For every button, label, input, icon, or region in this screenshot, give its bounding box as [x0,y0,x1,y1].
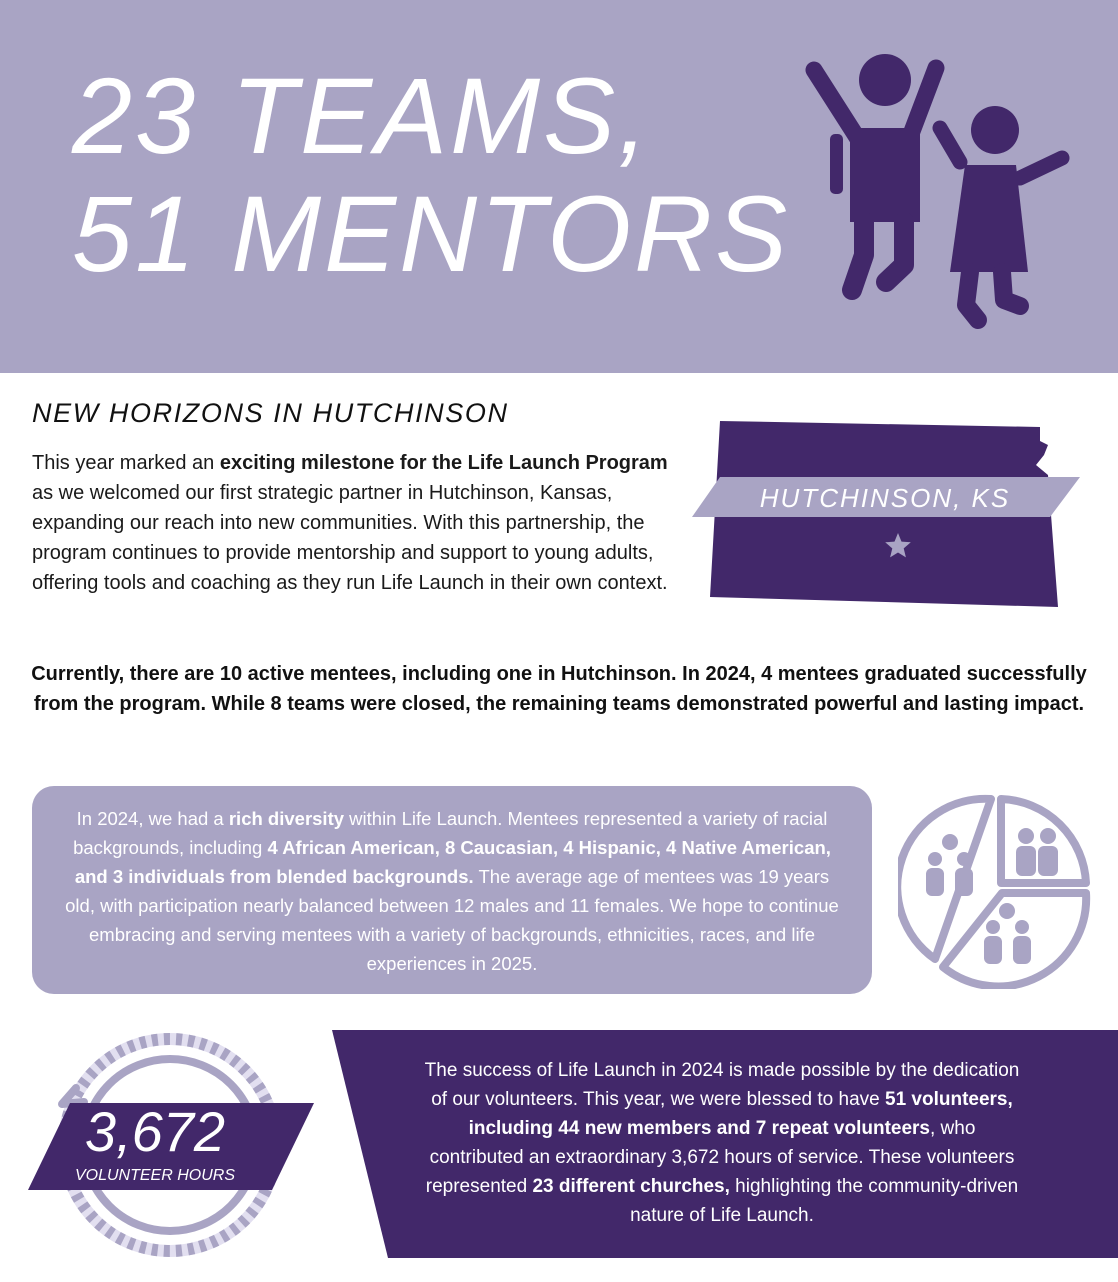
two-jumping-figures-icon [790,50,1080,340]
section-title: NEW HORIZONS IN HUTCHINSON [32,398,509,428]
people-pie-chart-icon [898,793,1094,989]
hero-banner [0,0,1118,373]
diversity-panel [32,786,872,994]
intro-paragraph: This year marked an exciting milestone for the Life Launch Program as we welcomed our first strategic partner in Hutchinson, Kansas, expanding our reach into new communities. With this partnership, the program continues to provide mentorship and support to young adults, offering tools and coaching as they run Life Launch in their own context. [32,452,668,594]
hero-title-line-2: 51 MENTORS [72,173,791,294]
intro-highlight: exciting milestone for the Life Launch Program [219,452,668,474]
diversity-paragraph: In 2024, we had a rich diversity within Life Launch. Mentees represented a variety of racial backgrounds, including 4 African American, 8 Caucasian, 4 Hispanic, 4 Native American, and 3 individuals from blended backgrounds. The average age of mentees was 19 years old, with participation nearly balanced between 12 males and 11 females. We hope to continue embracing and serving mentees with a variety of backgrounds, ethnicities, races, and life experiences in 2025. [65,808,839,974]
volunteer-paragraph: The success of Life Launch in 2024 is made possible by the dedication of our volunteers. This year, we were blessed to have 51 volunteers, including 44 new members and 7 repeat volunteers, who contributed an extraordinary 3,672 hours of service. These volunteers represented 23 different churches, highlighting the community-driven nature of Life Launch. [424,1060,1020,1226]
hero-title-line-1: 23 TEAMS, [72,55,652,176]
map-location-label: HUTCHINSON, KS [759,483,1011,513]
volunteer-hours-label: VOLUNTEER HOURS [74,1167,236,1184]
mentee-summary: Currently, there are 10 active mentees, including one in Hutchinson. In 2024, 4 mentees graduated successfully from the program. While 8 teams were closed, the remaining teams demonstrated powerful and lasting impact. [31,663,1087,715]
kansas-map-icon [662,415,1112,615]
volunteer-hours-number: 3,672 [84,1100,226,1163]
